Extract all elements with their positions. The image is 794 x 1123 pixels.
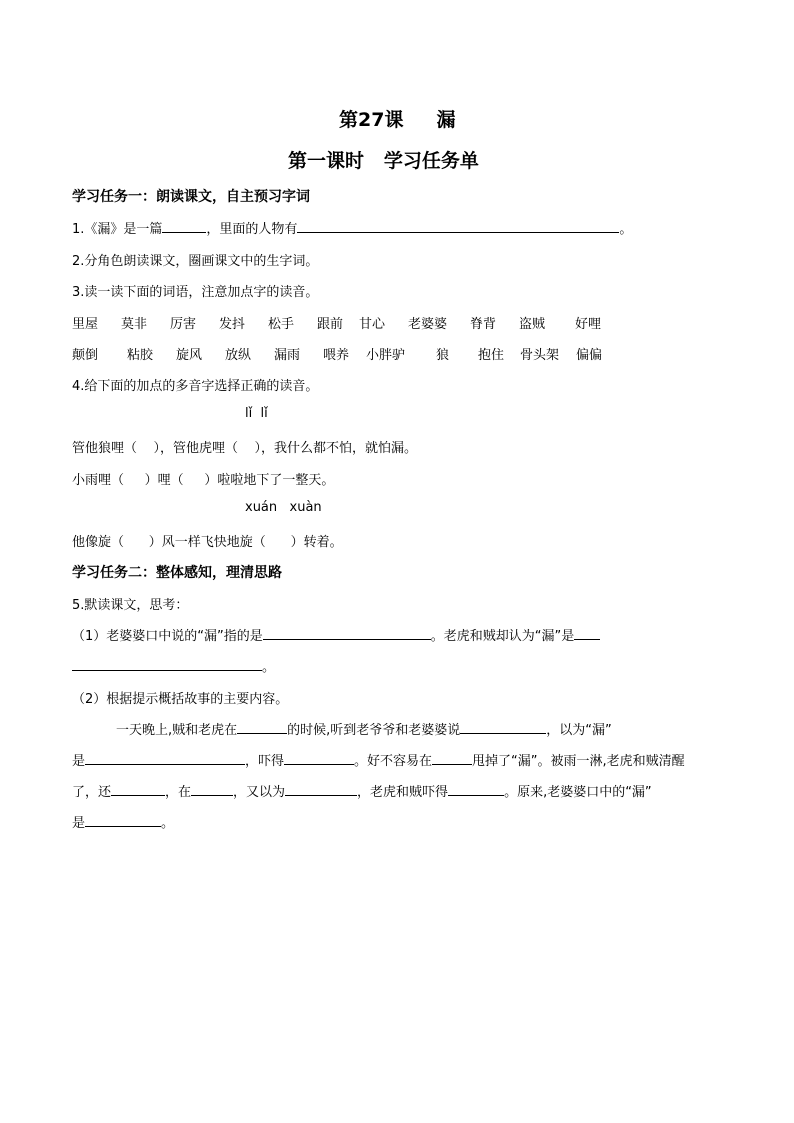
q1-blank-genre[interactable]: [162, 219, 206, 233]
r1-text-b: 的时候,听到老爷爷和老婆婆说: [287, 723, 461, 738]
summary-line-4: [72, 812, 174, 831]
r3-text-d: ，老虎和贼吓得: [357, 785, 449, 800]
r1-text-a: 一天晚上,贼和老虎在: [116, 723, 238, 738]
r3-text-a: 了，还: [72, 785, 112, 800]
q1-text-a: 1.《漏》是一篇: [72, 222, 163, 237]
pinyin-options-1: lǐ lǐ: [245, 406, 268, 421]
p1-text-a: （1）老婆婆口中说的“漏”指的是: [72, 629, 263, 644]
lesson-subtitle: 第一课时 学习任务单: [288, 150, 479, 172]
p1-text-c: 。: [262, 660, 276, 675]
word-item: 粘胶: [127, 348, 154, 363]
sentence-2: 小雨哩（ ）哩（ ）啦啦地下了一整天。: [72, 473, 335, 488]
question-5-part-2: （2）根据提示概括故事的主要内容。: [72, 692, 289, 707]
r3-blank-3[interactable]: [285, 782, 357, 796]
r3-blank-1[interactable]: [111, 782, 165, 796]
question-3: 3.读一读下面的词语，注意加点字的读音。: [72, 285, 319, 300]
task1-heading: 学习任务一：朗读课文，自主预习字词: [72, 189, 310, 205]
r4-blank-1[interactable]: [85, 813, 161, 827]
r2-blank-1[interactable]: [85, 751, 245, 765]
q1-text-b: ，里面的人物有: [206, 222, 298, 237]
word-item: 狼: [436, 348, 450, 363]
summary-line-3: [72, 781, 652, 800]
r4-text-a: 是: [72, 816, 86, 831]
word-item: 骨头架: [520, 348, 560, 363]
word-item: 喂养: [323, 348, 350, 363]
p1-blank-belief-start[interactable]: [574, 626, 600, 640]
question-2: 2.分角色朗读课文，圈画课文中的生字词。: [72, 254, 319, 269]
r2-blank-3[interactable]: [432, 751, 472, 765]
r4-text-b: 。: [161, 816, 175, 831]
word-item: 抱住: [478, 348, 505, 363]
sentence-1: 管他狼哩（ ），管他虎哩（ ），我什么都不怕，就怕漏。: [72, 441, 418, 456]
r3-blank-4[interactable]: [448, 782, 504, 796]
r2-blank-2[interactable]: [284, 751, 354, 765]
p1-text-b: 。老虎和贼却认为“漏”是: [430, 629, 575, 644]
r2-text-d: 甩掉了“漏”。被雨一淋,老虎和贼清醒: [472, 754, 685, 769]
word-item: 好哩: [575, 317, 602, 332]
r3-text-b: ，在: [165, 785, 192, 800]
lesson-title: 第27课 漏: [339, 109, 456, 131]
r2-text-a: 是: [72, 754, 86, 769]
r2-text-b: ，吓得: [245, 754, 285, 769]
summary-line-2: [72, 750, 685, 769]
p1-blank-belief[interactable]: [72, 657, 262, 671]
q1-blank-characters[interactable]: [297, 219, 619, 233]
question-5: 5.默读课文，思考：: [72, 598, 189, 613]
question-1: [72, 218, 632, 237]
pinyin-options-2: xuán xuàn: [245, 500, 322, 515]
word-item: 脊背: [470, 317, 497, 332]
word-item: 小胖驴: [366, 348, 406, 363]
word-item: 莫非: [121, 317, 148, 332]
r1-blank-2[interactable]: [460, 720, 546, 734]
summary-line-1: [116, 719, 612, 738]
p1-blank-meaning[interactable]: [263, 626, 431, 640]
word-item: 颠倒: [72, 348, 99, 363]
word-item: 放纵: [225, 348, 252, 363]
word-item: 松手: [268, 317, 295, 332]
word-item: 甘心: [359, 317, 386, 332]
word-item: 旋风: [176, 348, 203, 363]
question-4: 4.给下面的加点的多音字选择正确的读音。: [72, 379, 319, 394]
r1-blank-1[interactable]: [237, 720, 287, 734]
r2-text-c: 。好不容易在: [354, 754, 433, 769]
question-5-part-1: [72, 625, 600, 644]
r3-text-e: 。原来,老婆婆口中的“漏”: [504, 785, 652, 800]
word-item: 跟前: [317, 317, 344, 332]
r3-text-c: ，又以为: [233, 785, 286, 800]
task2-heading: 学习任务二：整体感知，理清思路: [72, 565, 282, 581]
sentence-3: 他像旋（ ）风一样飞快地旋（ ）转着。: [72, 535, 343, 550]
word-item: 厉害: [170, 317, 197, 332]
word-item: 漏雨: [274, 348, 301, 363]
word-item: 偏偏: [576, 348, 603, 363]
q1-text-c: 。: [619, 222, 633, 237]
word-item: 里屋: [72, 317, 99, 332]
word-item: 盗贼: [519, 317, 546, 332]
word-item: 发抖: [219, 317, 246, 332]
r1-text-c: ，以为“漏”: [546, 723, 612, 738]
word-item: 老婆婆: [408, 317, 448, 332]
r3-blank-2[interactable]: [191, 782, 233, 796]
question-5-part-1-cont: [72, 656, 275, 675]
